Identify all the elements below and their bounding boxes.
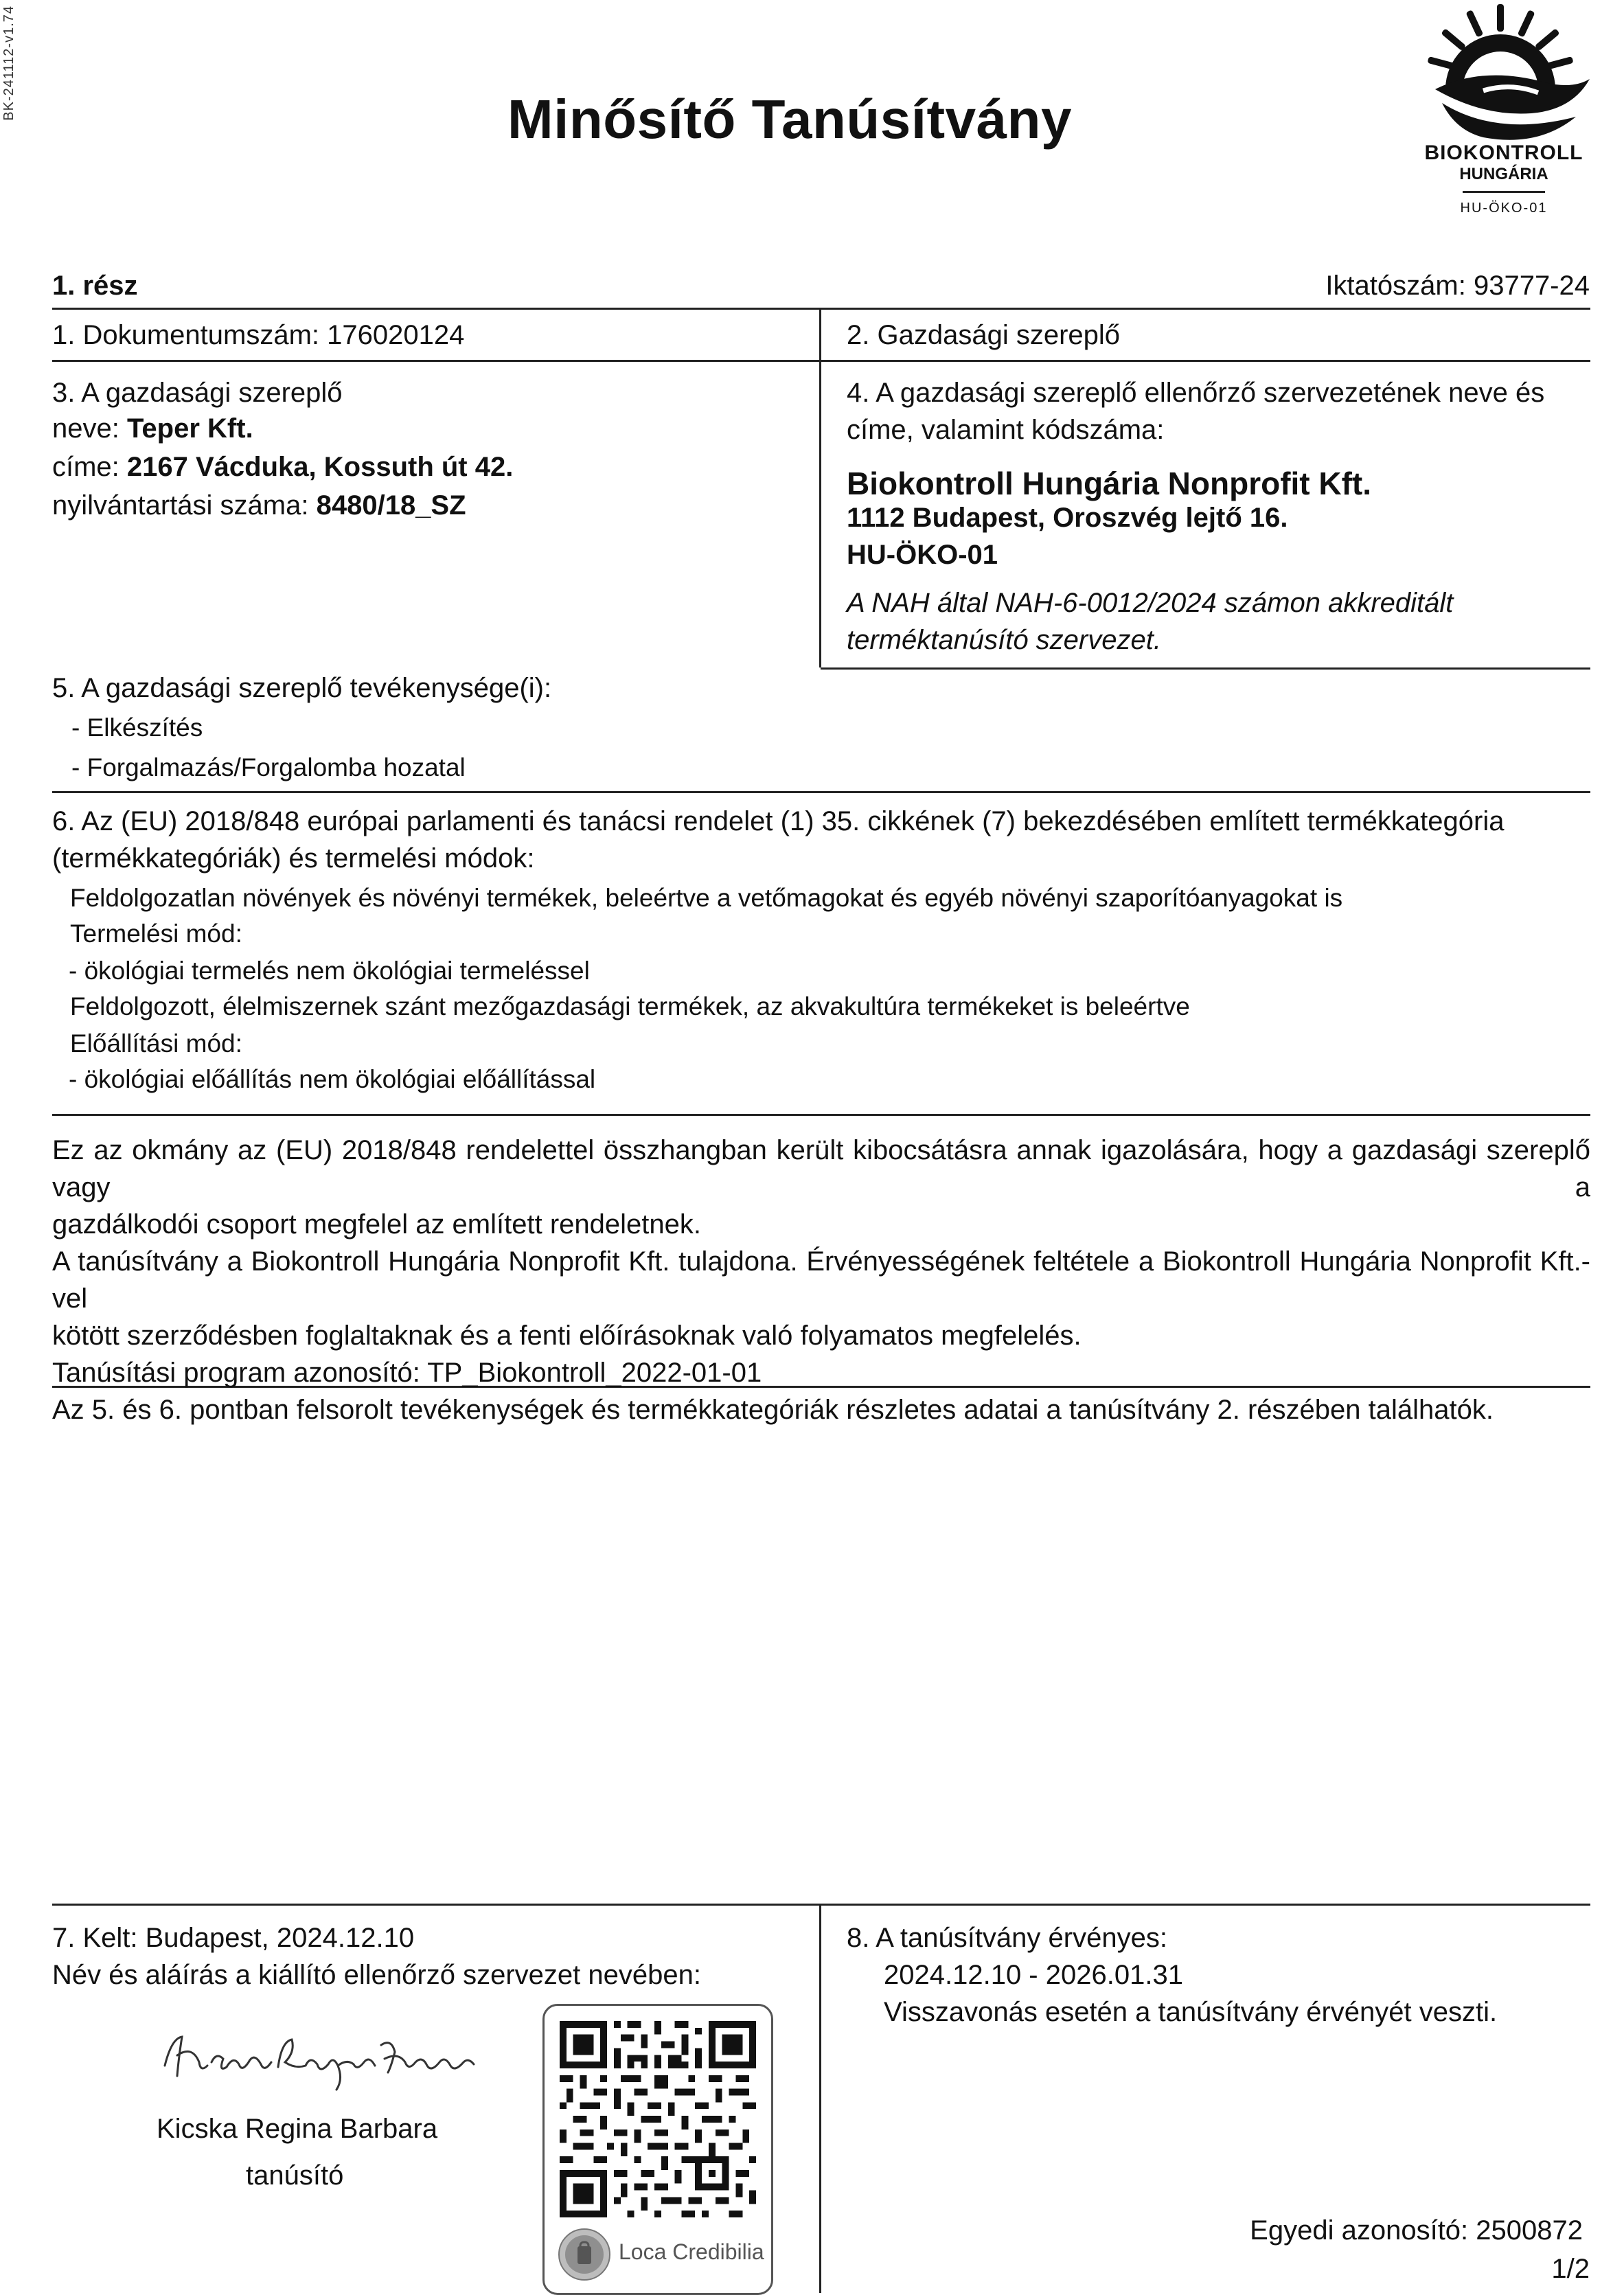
signer-name: Kicska Regina Barbara <box>157 2114 438 2144</box>
category-line: Termelési mód: <box>70 920 242 948</box>
operator-address-row <box>52 449 513 485</box>
statement-p1-line2: gazdálkodói csoport megfelel az említett rendeletnek. <box>52 1209 701 1240</box>
verification-qr-panel[interactable] <box>542 2004 773 2295</box>
operator-registration-row <box>52 488 466 523</box>
operator-name-label: neve: <box>52 413 127 444</box>
signature-caption: Név és aláírás a kiállító ellenőrző szervezet nevében: <box>52 1960 701 1990</box>
activities-heading: 5. A gazdasági szereplő tevékenysége(i): <box>52 673 552 703</box>
divider-box6 <box>52 791 1590 793</box>
category-line: - ökológiai előállítás nem ökológiai előállítással <box>69 1065 596 1093</box>
operator-registration: 8480/18_SZ <box>316 490 466 521</box>
qr-caption: Loca Credibilia <box>619 2239 764 2264</box>
category-line: Feldolgozatlan növények és növényi termékek, beleértve a vetőmagokat és egyéb növényi szaporítóanyagokat is <box>70 884 1343 912</box>
signer-role: tanúsító <box>246 2160 344 2191</box>
control-body-address: 1112 Budapest, Oroszvég lejtő 16. <box>847 503 1288 533</box>
document-number: 1. Dokumentumszám: 176020124 <box>52 320 465 350</box>
logo-code: HU-ÖKO-01 <box>1460 201 1548 216</box>
validity-period: 2024.12.10 - 2026.01.31 <box>884 1960 1183 1990</box>
revocation-note: Visszavonás esetén a tanúsítvány érvényét veszti. <box>884 1997 1498 2027</box>
qr-code-icon <box>560 2021 756 2217</box>
statement-p2-line2: kötött szerződésben foglaltaknak és a fenti előírásoknak való folyamatos megfelelés. <box>52 1321 1082 1351</box>
page-title: Minősítő Tanúsítvány <box>507 89 1072 150</box>
seal-icon <box>557 2227 612 2282</box>
divider-row1 <box>52 360 1590 362</box>
statement-p2-line1: A tanúsítvány a Biokontroll Hungária Nonprofit Kft. tulajdona. Érvényességének feltétele a Biokontroll Hungária Nonprofit Kft.-vel <box>52 1246 1590 1314</box>
control-body-name: Biokontroll Hungária Nonprofit Kft. <box>847 466 1372 501</box>
handwritten-signature <box>158 2024 481 2100</box>
operator-address: 2167 Vácduka, Kossuth út 42. <box>126 452 514 482</box>
category-line: - ökológiai termelés nem ökológiai termeléssel <box>69 957 590 985</box>
logo-name-line1: BIOKONTROLL <box>1424 141 1583 164</box>
operator-heading: 3. A gazdasági szereplő <box>52 378 343 408</box>
economic-operator-label: 2. Gazdasági szereplő <box>847 320 1121 350</box>
statement-block <box>52 1132 1590 1428</box>
column-divider-bottom <box>819 1904 821 2293</box>
certification-program-id: Tanúsítási program azonosító: TP_Biokontroll_2022-01-01 <box>52 1358 762 1388</box>
logo-name-line2: HUNGÁRIA <box>1459 165 1548 183</box>
accreditation-line1: A NAH által NAH-6-0012/2024 számon akkreditált <box>847 588 1454 618</box>
category-line: Előállítási mód: <box>70 1029 242 1058</box>
unique-identifier: Egyedi azonosító: 2500872 <box>1250 2215 1583 2246</box>
divider-signature <box>52 1904 1590 1906</box>
statement-p4: Az 5. és 6. pontban felsorolt tevékenységek és termékkategóriák részletes adatai a tanúsítvány 2. részében találhatók. <box>52 1395 1494 1425</box>
divider-box4 <box>821 667 1590 670</box>
control-body-code: HU-ÖKO-01 <box>847 540 998 570</box>
biokontroll-logo <box>1401 0 1607 227</box>
categories-heading-line1: 6. Az (EU) 2018/848 európai parlamenti és tanácsi rendelet (1) 35. cikkének (7) bekezdésében említett termékkategória <box>52 806 1505 836</box>
part-label: 1. rész <box>52 271 138 301</box>
page-number: 1/2 <box>1551 2254 1590 2284</box>
activity-item: - Forgalmazás/Forgalomba hozatal <box>71 753 466 781</box>
activity-item: - Elkészítés <box>71 713 203 742</box>
control-body-heading-line1: 4. A gazdasági szereplő ellenőrző szervezetének neve és <box>847 378 1545 408</box>
operator-address-label: címe: <box>52 452 127 482</box>
control-body-heading-line2: címe, valamint kódszáma: <box>847 415 1165 445</box>
sun-leaf-icon <box>1401 0 1607 148</box>
operator-name: Teper Kft. <box>126 413 253 444</box>
logo-divider <box>1463 191 1545 193</box>
issue-date: 7. Kelt: Budapest, 2024.12.10 <box>52 1923 415 1953</box>
validity-heading: 8. A tanúsítvány érvényes: <box>847 1923 1167 1953</box>
statement-p1-line1: Ez az okmány az (EU) 2018/848 rendelettel összhangban került kibocsátásra annak igazolására, hogy a gazdasági szereplő vagy a <box>52 1135 1590 1202</box>
divider-top <box>52 308 1590 310</box>
category-line: Feldolgozott, élelmiszernek szánt mezőgazdasági termékek, az akvakultúra termékeket is beleértve <box>70 992 1190 1020</box>
registration-number: Iktatószám: 93777-24 <box>1325 271 1590 301</box>
operator-registration-label: nyilvántartási száma: <box>52 490 317 521</box>
column-divider-top <box>819 308 821 667</box>
categories-heading-line2: (termékkategóriák) és termelési módok: <box>52 843 535 874</box>
document-version-code: BK-241112-v1.74 <box>1 5 16 121</box>
accreditation-line2: terméktanúsító szervezet. <box>847 625 1161 655</box>
divider-statement <box>52 1114 1590 1116</box>
operator-name-row <box>52 411 253 446</box>
